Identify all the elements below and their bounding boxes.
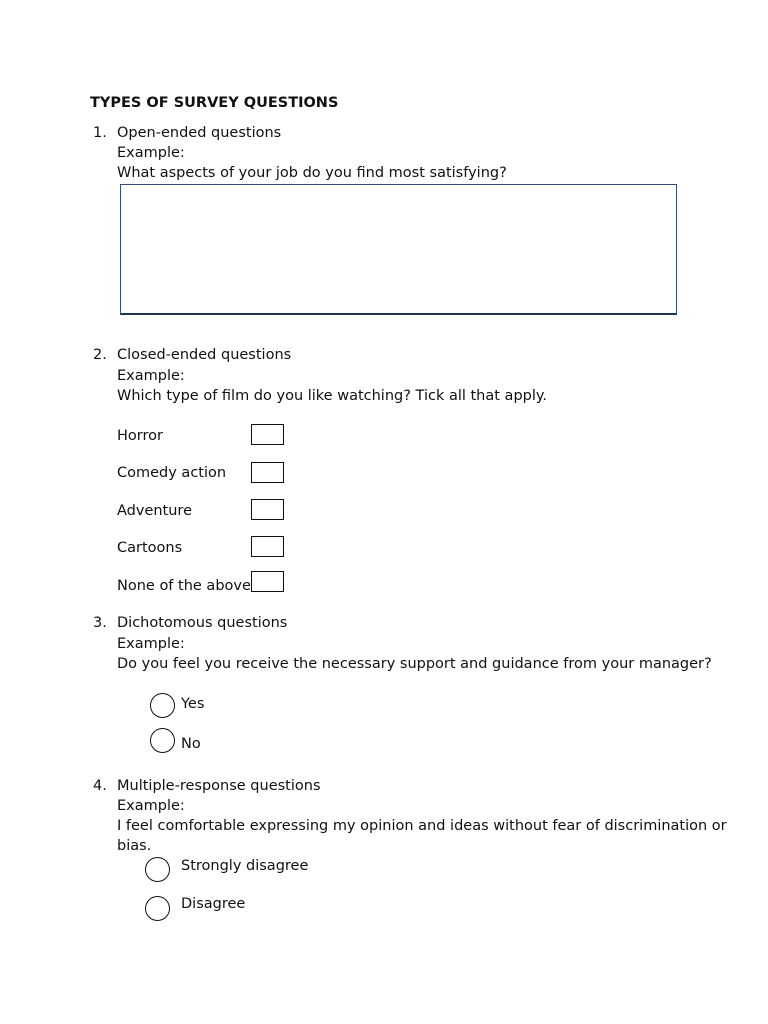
checkbox-label-adventure: Adventure	[117, 503, 192, 519]
radio-label-yes: Yes	[181, 696, 205, 712]
section-1-example-label: Example:	[117, 145, 185, 161]
radio-no[interactable]	[150, 728, 175, 753]
open-answer-textbox[interactable]	[120, 184, 677, 315]
radio-label-no: No	[181, 736, 201, 752]
section-2-heading: Closed-ended questions	[117, 347, 292, 363]
section-4-question-line-1: I feel comfortable expressing my opinion and ideas without fear of discrimination or	[117, 818, 727, 834]
section-4-heading: Multiple-response questions	[117, 778, 321, 794]
radio-label-disagree: Disagree	[181, 896, 246, 912]
section-2-number: 2.	[93, 347, 107, 363]
section-4-example-label: Example:	[117, 798, 185, 814]
checkbox-label-comedy-action: Comedy action	[117, 465, 227, 481]
radio-disagree[interactable]	[145, 896, 170, 921]
checkbox-cartoons[interactable]	[251, 536, 284, 557]
checkbox-adventure[interactable]	[251, 499, 284, 520]
checkbox-label-horror: Horror	[117, 428, 163, 444]
section-3-question: Do you feel you receive the necessary support and guidance from your manager?	[117, 656, 712, 672]
section-4-number: 4.	[93, 778, 107, 794]
section-3-heading: Dichotomous questions	[117, 615, 288, 631]
section-3-example-label: Example:	[117, 636, 185, 652]
checkbox-label-none: None of the above	[117, 578, 251, 594]
radio-strongly-disagree[interactable]	[145, 857, 170, 882]
section-2-example-label: Example:	[117, 368, 185, 384]
section-1-heading: Open-ended questions	[117, 125, 282, 141]
section-4-question-line-2: bias.	[117, 838, 152, 854]
section-1-number: 1.	[93, 125, 107, 141]
section-2-question: Which type of film do you like watching? Tick all that apply.	[117, 388, 548, 404]
radio-yes[interactable]	[150, 693, 175, 718]
radio-label-strongly-disagree: Strongly disagree	[181, 858, 309, 874]
checkbox-comedy-action[interactable]	[251, 462, 284, 483]
checkbox-horror[interactable]	[251, 424, 284, 445]
page-title: TYPES OF SURVEY QUESTIONS	[90, 95, 339, 111]
checkbox-none[interactable]	[251, 571, 284, 592]
section-1-question: What aspects of your job do you find most satisfying?	[117, 165, 507, 181]
checkbox-label-cartoons: Cartoons	[117, 540, 183, 556]
section-3-number: 3.	[93, 615, 107, 631]
